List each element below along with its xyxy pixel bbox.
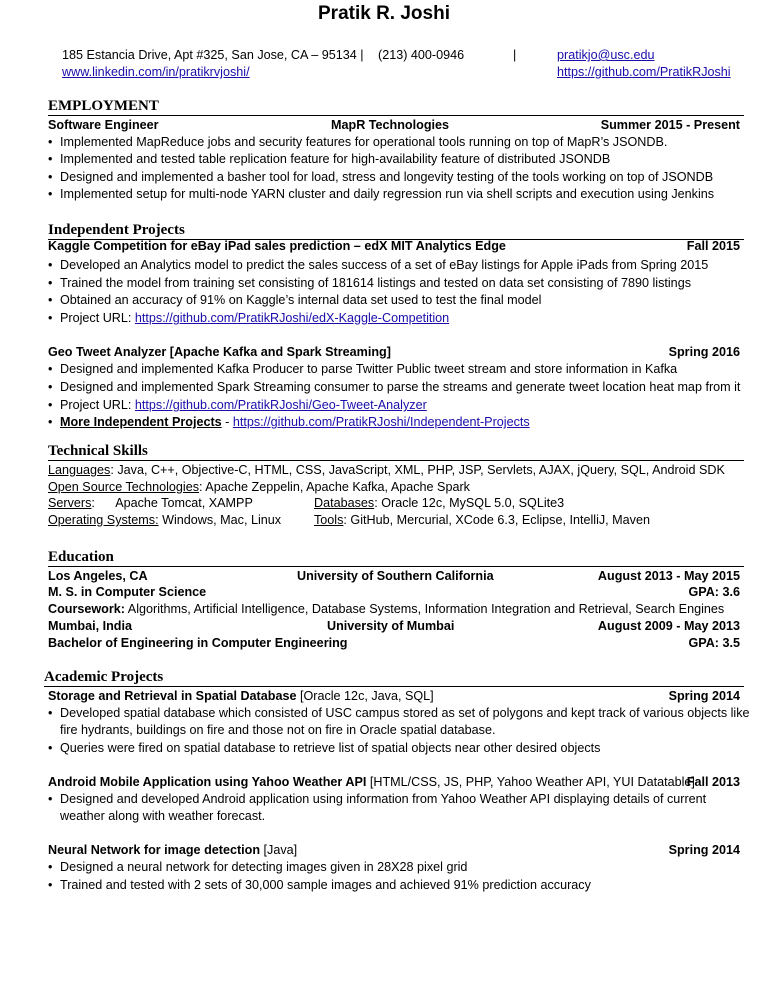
list-item: • Trained and tested with 2 sets of 30,000 sample images and achieved 91% prediction accuracy — [48, 878, 591, 892]
education-location: Los Angeles, CA — [48, 569, 148, 583]
skills-open-source: Open Source Technologies: Apache Zeppelin, Apache Kafka, Apache Spark — [48, 480, 470, 494]
section-heading-technical-skills: Technical Skills — [48, 442, 744, 461]
linkedin-link[interactable]: www.linkedin.com/in/pratikrvjoshi/ — [62, 65, 250, 79]
phone: (213) 400-0946 — [378, 48, 465, 62]
list-item: • Implemented and tested table replication feature for high-availability feature of distributed JSONDB — [48, 152, 611, 166]
education-dates: August 2009 - May 2013 — [597, 619, 740, 633]
list-item: • Project URL: https://github.com/PratikRJoshi/edX-Kaggle-Competition — [48, 311, 450, 325]
education-dates: August 2013 - May 2015 — [597, 569, 740, 583]
project-date: Fall 2015 — [686, 239, 740, 253]
list-item: • Designed and implemented Spark Streaming consumer to parse the streams and generate tweet location heat map from it — [48, 380, 741, 394]
job-dates: Summer 2015 - Present — [600, 118, 740, 132]
more-projects-link[interactable]: https://github.com/PratikRJoshi/Independent-Projects — [232, 415, 530, 429]
section-heading-education: Education — [48, 548, 744, 567]
list-item-continuation: weather along with weather forecast. — [60, 809, 266, 823]
project-title: Android Mobile Application using Yahoo Weather API [HTML/CSS, JS, PHP, Yahoo Weather API, YUI Datatable] — [48, 775, 695, 789]
list-item: • Implemented setup for multi-node YARN cluster and daily regression run via shell scripts and execution using Jenkins — [48, 187, 715, 201]
project-date: Spring 2016 — [668, 345, 740, 359]
project-url-link[interactable]: https://github.com/PratikRJoshi/edX-Kaggle-Competition — [134, 311, 450, 325]
list-item: • Queries were fired on spatial database to retrieve list of spatial objects near other desired objects — [48, 741, 601, 755]
project-date: Spring 2014 — [668, 843, 740, 857]
education-school: University of Mumbai — [327, 619, 455, 633]
address: 185 Estancia Drive, Apt #325, San Jose, CA – 95134 | — [62, 48, 364, 62]
company-name: MapR Technologies — [331, 118, 450, 132]
skills-operating-systems: Operating Systems: Windows, Mac, Linux — [48, 513, 282, 527]
email-link[interactable]: pratikjo@usc.edu — [557, 48, 655, 62]
project-title: Neural Network for image detection [Java] — [48, 843, 298, 857]
project-date: Spring 2014 — [668, 689, 740, 703]
coursework: Coursework: Algorithms, Artificial Intelligence, Database Systems, Information Integration and Retrieval, Search Engines — [48, 602, 725, 616]
list-item: • Designed and developed Android application using information from Yahoo Weather API displaying details of current — [48, 792, 707, 806]
project-date: Fall 2013 — [686, 775, 740, 789]
list-item: • Trained the model from training set consisting of 181614 listings and tested on data set consisting of 7890 listings — [48, 276, 691, 290]
skills-languages: Languages: Java, C++, Objective-C, HTML, CSS, JavaScript, XML, PHP, JSP, Servlets, AJAX, jQuery, SQL, Android SDK — [48, 463, 725, 477]
github-link[interactable]: https://github.com/PratikRJoshi — [557, 65, 731, 79]
list-item: • Developed spatial database which consisted of USC campus stored as set of polygons and kept track of various objects like — [48, 706, 750, 720]
project-title: Storage and Retrieval in Spatial Database [Oracle 12c, Java, SQL] — [48, 689, 434, 703]
project-title: Kaggle Competition for eBay iPad sales prediction – edX MIT Analytics Edge — [48, 239, 506, 253]
education-degree: M. S. in Computer Science — [48, 585, 207, 599]
skills-databases: Databases: Oracle 12c, MySQL 5.0, SQLite3 — [314, 496, 565, 510]
job-title: Software Engineer — [48, 118, 159, 132]
education-gpa: GPA: 3.5 — [688, 636, 740, 650]
education-degree: Bachelor of Engineering in Computer Engineering — [48, 636, 348, 650]
section-heading-employment: EMPLOYMENT — [48, 97, 744, 116]
project-title: Geo Tweet Analyzer [Apache Kafka and Spark Streaming] — [48, 345, 391, 359]
skills-tools: Tools: GitHub, Mercurial, XCode 6.3, Eclipse, IntelliJ, Maven — [314, 513, 650, 527]
candidate-name: Pratik R. Joshi — [318, 3, 450, 24]
list-item: • Designed a neural network for detecting images given in 28X28 pixel grid — [48, 860, 468, 874]
list-item: • Designed and implemented a basher tool for load, stress and longevity testing of the tools working on top of JSONDB — [48, 170, 714, 184]
list-item-continuation: fire hydrants, buildings on fire and those not on fire in Oracle spatial database. — [60, 723, 496, 737]
education-school: University of Southern California — [297, 569, 494, 583]
project-url-link[interactable]: https://github.com/PratikRJoshi/Geo-Tweet-Analyzer — [134, 398, 427, 412]
skills-servers: Servers: Apache Tomcat, XAMPP — [48, 496, 253, 510]
education-gpa: GPA: 3.6 — [688, 585, 740, 599]
list-item: • Designed and implemented Kafka Producer to parse Twitter Public tweet stream and store information in Kafka — [48, 362, 678, 376]
separator: | — [513, 48, 517, 62]
list-item: • More Independent Projects - https://github.com/PratikRJoshi/Independent-Projects — [48, 415, 530, 429]
section-heading-independent-projects: Independent Projects — [48, 221, 744, 240]
education-location: Mumbai, India — [48, 619, 132, 633]
list-item: • Developed an Analytics model to predict the sales success of a set of eBay listings for Apple iPads from Spring 2015 — [48, 258, 709, 272]
list-item: • Implemented MapReduce jobs and security features for operational tools running on top of MapR’s JSONDB. — [48, 135, 668, 149]
list-item: • Project URL: https://github.com/PratikRJoshi/Geo-Tweet-Analyzer — [48, 398, 427, 412]
list-item: • Obtained an accuracy of 91% on Kaggle’s internal data set used to test the final model — [48, 293, 542, 307]
section-heading-academic-projects: Academic Projects — [44, 668, 744, 687]
